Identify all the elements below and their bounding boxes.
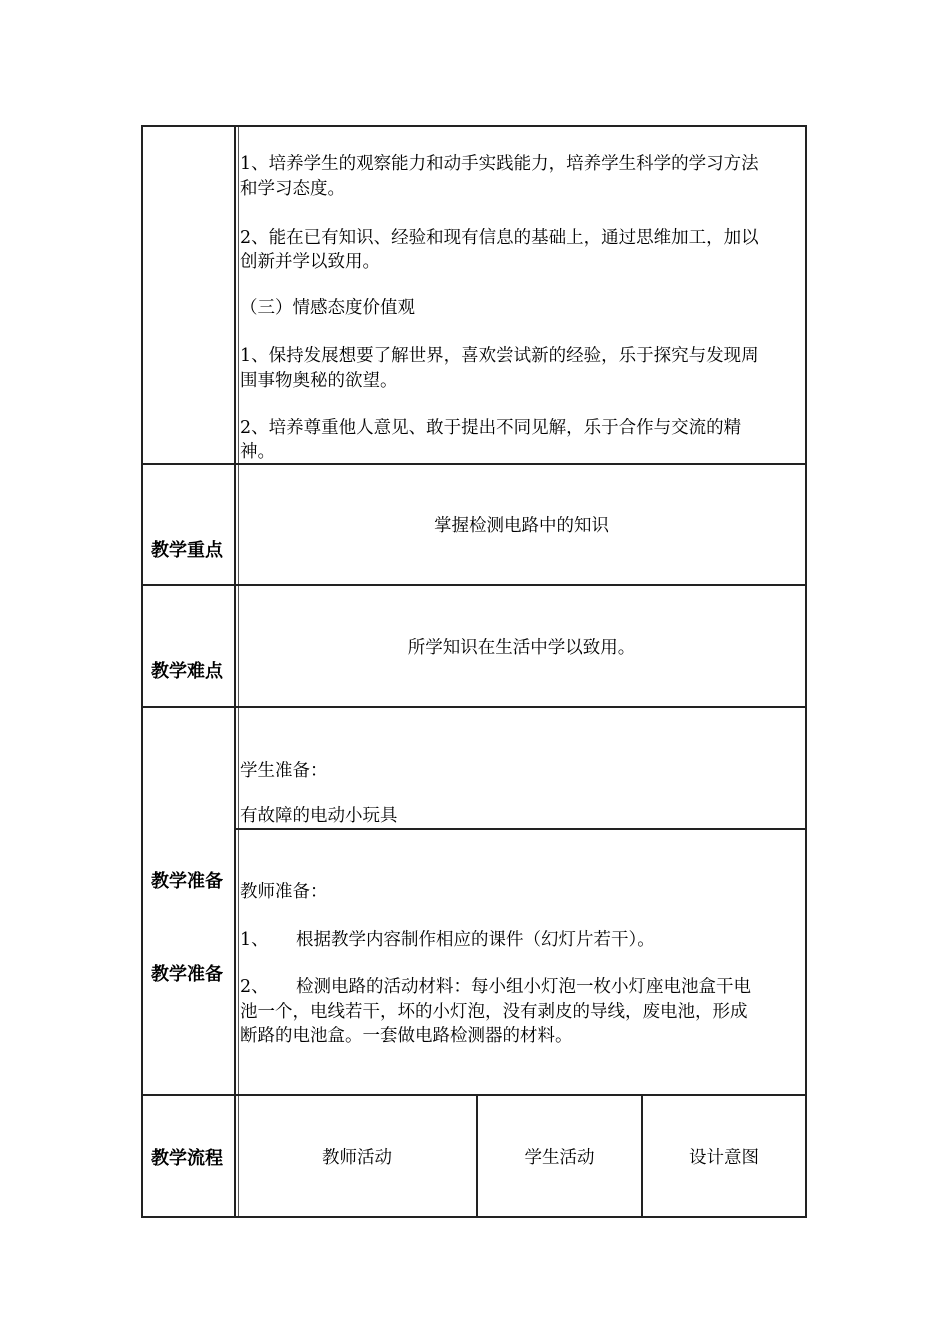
teacher-prep-title: 教师准备： bbox=[240, 882, 328, 902]
key-point-content: 掌握检测电路中的知识 bbox=[434, 516, 609, 536]
row-divider-prep-inner bbox=[236, 828, 805, 830]
teacher-prep-item-1-number: 1、 bbox=[240, 930, 269, 950]
key-point-label: 教学重点 bbox=[151, 540, 223, 561]
row-divider-4 bbox=[143, 1094, 805, 1096]
label-column-divider bbox=[234, 127, 236, 1216]
preparation-label-2: 教学准备 bbox=[151, 964, 223, 985]
objective-2-line-1: 2、能在已有知识、经验和现有信息的基础上，通过思维加工，加以 bbox=[240, 228, 759, 248]
objective-1-line-2: 和学习态度。 bbox=[240, 179, 345, 199]
objective-4-line-1: 2、培养尊重他人意见、敢于提出不同见解，乐于合作与交流的精 bbox=[240, 418, 742, 438]
objectives-heading-3: （三）情感态度价值观 bbox=[240, 298, 415, 318]
teacher-prep-item-2-line-2: 池一个，电线若干，坏的小灯泡，没有剥皮的导线，废电池，形成 bbox=[240, 1002, 748, 1022]
row-divider-2 bbox=[143, 584, 805, 586]
process-col-student-activity: 学生活动 bbox=[524, 1148, 595, 1168]
objective-1-line-1: 1、培养学生的观察能力和动手实践能力，培养学生科学的学习方法 bbox=[240, 154, 759, 174]
label-column-divider-inner bbox=[238, 127, 239, 1216]
teacher-prep-item-1: 根据教学内容制作相应的课件（幻灯片若干）。 bbox=[296, 930, 655, 950]
process-label: 教学流程 bbox=[151, 1148, 223, 1169]
difficulty-content: 所学知识在生活中学以致用。 bbox=[407, 638, 636, 658]
difficulty-label: 教学难点 bbox=[151, 661, 223, 682]
teacher-prep-item-2-line-1: 检测电路的活动材料：每小组小灯泡一枚小灯座电池盒干电 bbox=[296, 977, 751, 997]
student-prep-item: 有故障的电动小玩具 bbox=[240, 806, 398, 826]
teacher-prep-item-2-number: 2、 bbox=[240, 977, 269, 997]
objective-2-line-2: 创新并学以致用。 bbox=[240, 252, 380, 272]
row-divider-3 bbox=[143, 706, 805, 708]
process-col-design-intent: 设计意图 bbox=[689, 1148, 759, 1168]
lesson-table bbox=[141, 125, 807, 1218]
student-prep-title: 学生准备： bbox=[240, 761, 328, 781]
teacher-prep-item-2-line-3: 断路的电池盒。一套做电路检测器的材料。 bbox=[240, 1026, 573, 1046]
objective-3-line-1: 1、保持发展想要了解世界，喜欢尝试新的经验，乐于探究与发现周 bbox=[240, 346, 759, 366]
objective-4-line-2: 神。 bbox=[240, 442, 275, 462]
objective-3-line-2: 围事物奥秘的欲望。 bbox=[240, 371, 398, 391]
process-col-teacher-activity: 教师活动 bbox=[322, 1148, 392, 1168]
preparation-label-1: 教学准备 bbox=[151, 871, 223, 892]
